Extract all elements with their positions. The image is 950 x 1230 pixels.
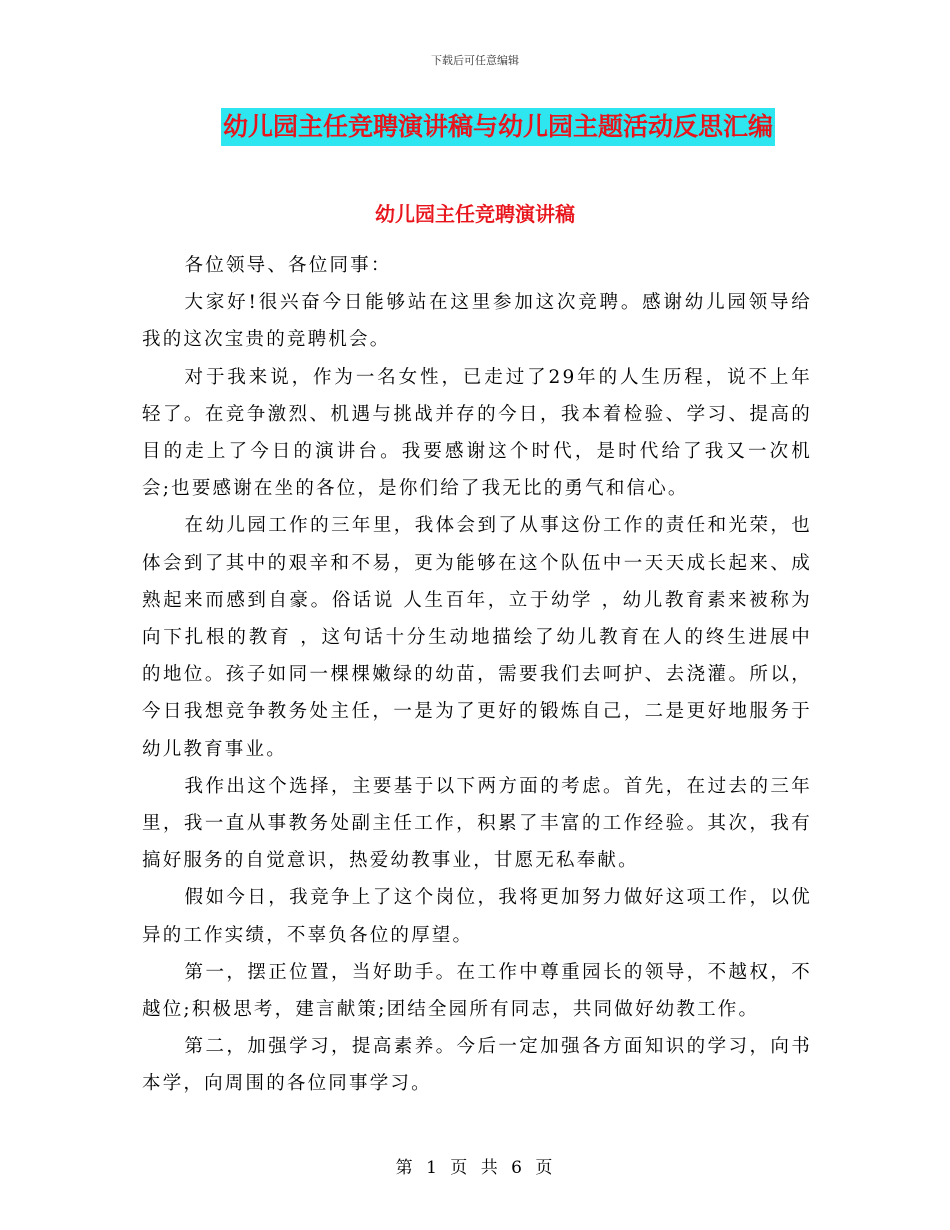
page-header-note: 下载后可任意编辑 (431, 54, 519, 67)
document-title: 幼儿园主任竞聘演讲稿与幼儿园主题活动反思汇编 (221, 108, 775, 146)
document-body (142, 247, 812, 1103)
paragraph: 我作出这个选择，主要基于以下两方面的考虑。首先，在过去的三年里，我一直从事教务处副主任工作，积累了丰富的工作经验。其次，我有搞好服务的自觉意识，热爱幼教事业，甘愿无私奉献。 (142, 775, 812, 872)
paragraph: 对于我来说，作为一名女性，已走过了29年的人生历程，说不上年轻了。在竞争激烈、机遇与挑战并存的今日，我本着检验、学习、提高的目的走上了今日的演讲台。我要感谢这个时代，是时代给了我又一次机会;也要感谢在坐的各位，是你们给了我无比的勇气和信心。 (142, 366, 812, 500)
page-number: 第 1 页 共 6 页 (395, 1158, 555, 1178)
paragraph: 在幼儿园工作的三年里，我体会到了从事这份工作的责任和光荣，也体会到了其中的艰辛和不易，更为能够在这个队伍中一天天成长起来、成熟起来而感到自豪。俗话说 人生百年，立于幼学 ，幼儿教育素来被称为 向下扎根的教育 ，这句话十分生动地描绘了幼儿教育在人的终生进展中的地位。孩子如同一棵棵嫩绿的幼苗，需要我们去呵护、去浇灌。所以，今日我想竞争教务处主任，一是为了更好的锻炼自己，二是更好地服务于幼儿教育事业。 (142, 515, 812, 760)
section-title: 幼儿园主任竞聘演讲稿 (375, 202, 575, 226)
paragraph: 假如今日，我竞争上了这个岗位，我将更加努力做好这项工作，以优异的工作实绩，不辜负各位的厚望。 (142, 887, 812, 946)
paragraph: 第二，加强学习，提高素养。今后一定加强各方面知识的学习，向书本学，向周围的各位同事学习。 (142, 1036, 812, 1095)
paragraph: 第一，摆正位置，当好助手。在工作中尊重园长的领导，不越权，不越位;积极思考，建言献策;团结全园所有同志，共同做好幼教工作。 (142, 961, 812, 1021)
paragraph-salutation: 各位领导、各位同事： (184, 255, 392, 276)
document-title-container (0, 108, 950, 146)
paragraph: 大家好!很兴奋今日能够站在这里参加这次竞聘。感谢幼儿园领导给我的这次宝贵的竞聘机会。 (142, 292, 812, 351)
